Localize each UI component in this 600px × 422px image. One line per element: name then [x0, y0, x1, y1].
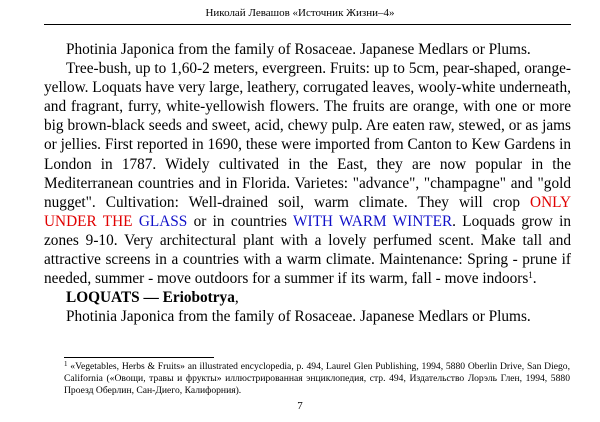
running-header: Николай Левашов «Источник Жизни–4» [205, 7, 395, 19]
section-heading-punct: , [234, 289, 239, 307]
footnote-rule [64, 357, 214, 358]
page-number: 7 [297, 400, 303, 412]
footnote-reference[interactable]: 1 [528, 270, 533, 281]
emphasis-glass: GLASS [138, 212, 188, 230]
emphasis-only-under-the: ONLY UNDER THE [44, 193, 571, 230]
paragraph-text-1: Tree-bush, up to 1,60-2 meters, evergreen. Fruits: up to 5cm, pear-shaped, orange-yellow. Loquats have very large, leathery, corrugated leaves, wooly-white underneath, and fragrant, furry, white-yellowish flowers. The fruits are orange, with one or more big brown-black seeds and sweet, acid, chewy pulp. Are eaten raw, stewed, or as jams or jellies. First reported in 1690, these were imported from Canton to Kew Gardens in London in 1787. Widely cultivated in the East, they are now popular in the Mediterranean countries and in Florida. Varietes: "advance", "champagne" and "gold nugget". Cultivation: Well-drained soil, warm climate. They will crop [44, 60, 571, 211]
footnote-mark: 1 [64, 360, 68, 368]
emphasis-with-warm-winter: WITH WARM WINTER [293, 212, 453, 230]
section-heading [44, 288, 571, 307]
body-text [44, 40, 571, 326]
section-heading-title: LOQUATS — Eriobotrya [66, 289, 235, 307]
header-rule [44, 24, 571, 25]
footnote [64, 361, 570, 397]
paragraph-text-4: . [532, 270, 537, 288]
paragraph-text-3: . Loquads grow in zones 9-10. Very architectural plant with a lovely perfumed scent. Make tall and attractive screens in a countries with a warm climate. Maintenance: Spring - prune if needed, summer - move outdoors for a summer if its warm, fall - move indoors [44, 212, 571, 288]
closing-line: Photinia Japonica from the family of Rosaceae. Japanese Medlars or Plums. [66, 308, 531, 326]
lead-line: Photinia Japonica from the family of Rosaceae. Japanese Medlars or Plums. [66, 41, 531, 58]
description-paragraph [44, 59, 571, 288]
footnote-text: «Vegetables, Herbs & Fruits» an illustrated encyclopedia, p. 494, Laurel Glen Publishing, 1994, 5880 Oberlin Drive, San Diego, California («Овощи, травы и фрукты» иллюстрированная энциклопедия, стр. 494, Издательство Лорэль Глен, 1994, 5880 Проезд Оберлин, Сан-Диего, Калифорния). [64, 361, 570, 396]
paragraph-text-2: or in countries [187, 212, 294, 230]
